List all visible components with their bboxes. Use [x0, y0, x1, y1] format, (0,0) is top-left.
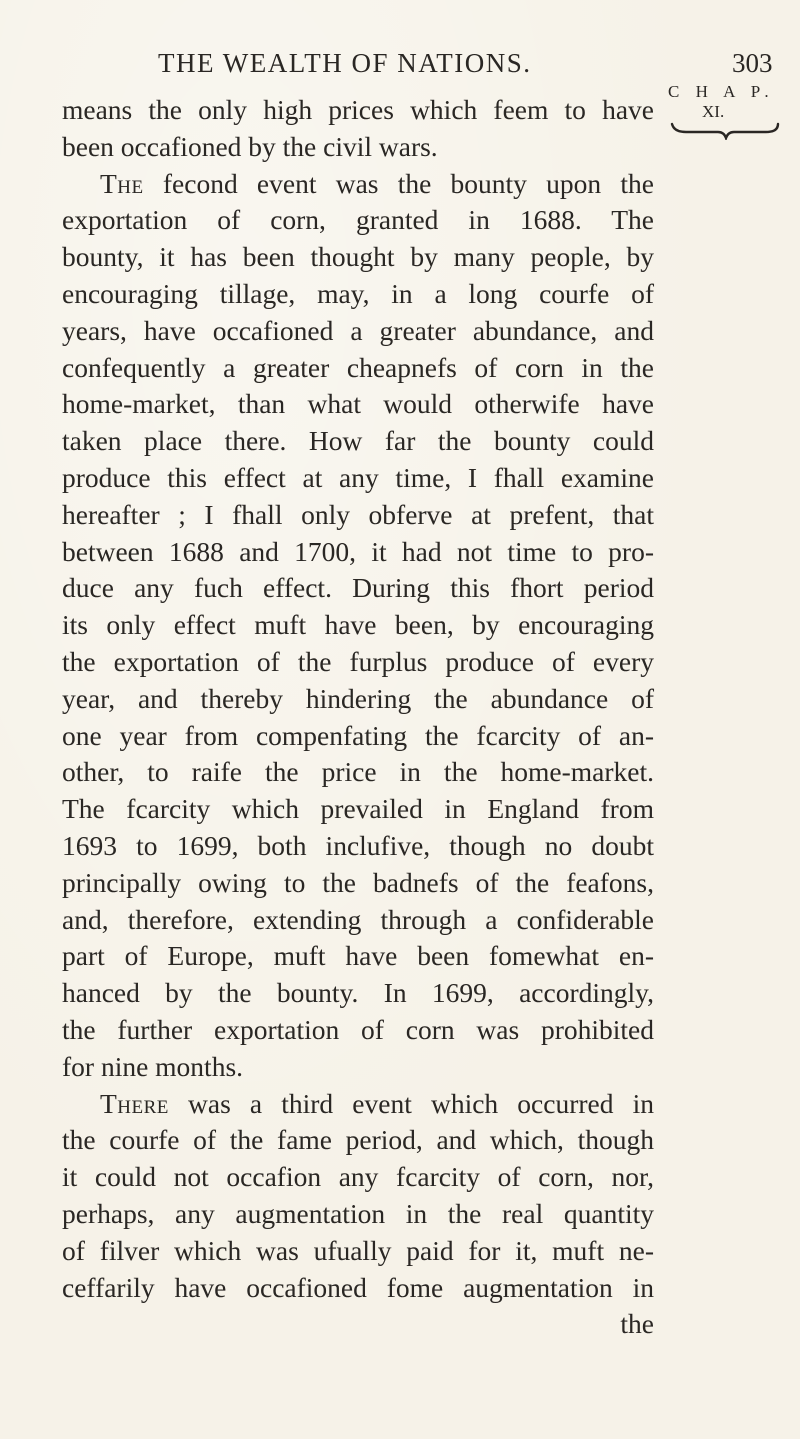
text-line: years, have occafioned a greater abundance, and [62, 314, 654, 346]
text-line: perhaps, any augmentation in the real quantity [62, 1197, 654, 1229]
chapter-number: XI. [702, 102, 725, 121]
text-line: means the only high prices which feem to have [62, 94, 654, 125]
text-line: year, and thereby hindering the abundance of [62, 682, 654, 714]
text-line: the courfe of the fame period, and which, though [62, 1124, 654, 1156]
text-line: home-market, than what would otherwife have [62, 388, 654, 420]
text-line: 1693 to 1699, both inclufive, though no doubt [62, 829, 654, 861]
text-line: principally owing to the badnefs of the feafons, [62, 866, 654, 898]
catchword: the [620, 1308, 654, 1340]
text-line: produce this effect at any time, I fhall examine [62, 461, 654, 493]
text-line: for nine months. [62, 1050, 244, 1082]
text-line: taken place there. How far the bounty could [62, 425, 654, 457]
text-line: between 1688 and 1700, it had not time to pro- [62, 535, 654, 567]
chapter-marginal-note [668, 82, 788, 152]
text-span: fecond event was the bounty upon the [143, 167, 654, 199]
text-line: encouraging tillage, may, in a long courfe of [62, 277, 654, 309]
text-line: The fcarcity which prevailed in England from [62, 793, 654, 825]
paragraph-2 [62, 166, 654, 1086]
text-line: bounty, it has been thought by many people, by [62, 241, 654, 273]
text-line: the exportation of the furplus produce of every [62, 645, 654, 677]
page-number: 303 [732, 48, 773, 78]
paragraph-lead-word: There [100, 1087, 169, 1119]
text-line: duce any fuch effect. During this fhort period [62, 572, 654, 604]
paragraph-lead-word: The [100, 167, 144, 199]
text-line: it could not occafion any fcarcity of corn, nor, [62, 1161, 654, 1193]
text-line: its only effect muft have been, by encouraging [62, 609, 654, 641]
text-line: hereafter ; I fhall only obferve at prefent, that [62, 498, 654, 530]
chapter-label: C H A P. [668, 82, 775, 101]
body-text [62, 92, 654, 1343]
brace-ornament [670, 120, 780, 140]
paragraph-3 [62, 1086, 654, 1307]
text-line: one year from compenfating the fcarcity of an- [62, 719, 654, 751]
text-line: part of Europe, muft have been fomewhat en- [62, 940, 654, 972]
text-line: and, therefore, extending through a confiderable [62, 903, 654, 935]
paragraph-1 [62, 92, 654, 166]
text-line: ceffarily have occafioned fome augmentation in [62, 1271, 654, 1303]
text-line [62, 1086, 654, 1123]
text-line: exportation of corn, granted in 1688. The [62, 204, 654, 236]
text-span: was a third event which occurred in [168, 1087, 654, 1119]
running-title: THE WEALTH OF NATIONS. [158, 48, 532, 78]
text-line: the further exportation of corn was prohibited [62, 1013, 654, 1045]
text-line: confequently a greater cheapnefs of corn in the [62, 351, 654, 383]
text-line: hanced by the bounty. In 1699, accordingly, [62, 977, 654, 1009]
text-line: of filver which was ufually paid for it, muft ne- [62, 1234, 654, 1266]
text-line: been occafioned by the civil wars. [62, 130, 438, 162]
text-line [62, 166, 654, 203]
text-line: other, to raife the price in the home-market. [62, 756, 654, 788]
